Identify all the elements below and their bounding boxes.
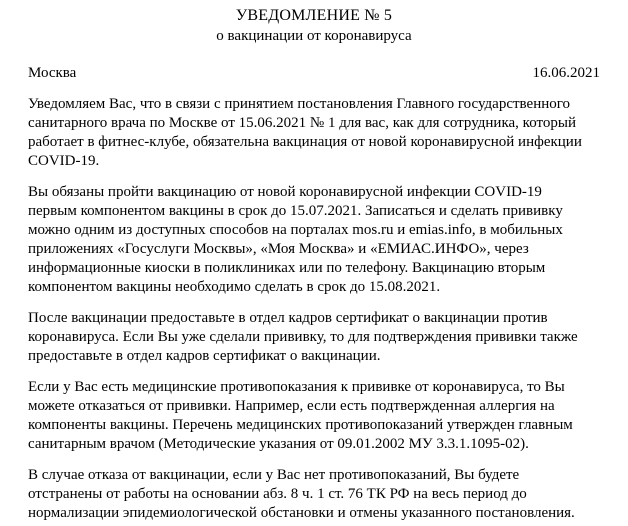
city-date-row [28,63,600,83]
paragraph-line: После вакцинации предоставьте в отдел кадров сертификат о вакцинации против [28,310,548,326]
paragraph-line: отстранены от работы на основании абз. 8 ч. 1 ст. 76 ТК РФ на весь период до [28,486,527,502]
paragraph-4 [28,378,606,454]
document-subtitle: о вакцинации от коронавируса [216,28,412,44]
paragraph-line: компоненты вакцины. Перечень медицинских противопоказаний утвержден главным [28,417,573,433]
paragraph-line: Уведомляем Вас, что в связи с принятием постановления Главного государственного [28,96,571,112]
paragraph-5 [28,466,606,523]
paragraph-line: санитарным врачом (Методические указания от 09.01.2002 МУ 3.3.1.1095-02). [28,436,529,452]
paragraph-line: коронавируса. Если Вы уже сделали прививку, то для подтверждения прививки также [28,329,578,345]
paragraph-3 [28,309,606,366]
paragraph-line: нормализации эпидемиологической обстановки и отмены указанного постановления. [28,505,575,521]
paragraph-1 [28,95,606,171]
paragraph-line: санитарного врача по Москве от 15.06.2021 № 1 для вас, как для сотрудника, который [28,115,576,131]
paragraph-line: COVID-19. [28,153,100,169]
paragraph-line: В случае отказа от вакцинации, если у Вас нет противопоказаний, Вы будете [28,467,520,483]
date-text: 16.06.2021 [532,65,600,81]
paragraph-line: приложениях «Госуслуги Москвы», «Моя Москва» и «ЕМИАС.ИНФО», через [28,241,529,257]
paragraph-line: работает в фитнес-клубе, обязательна вакцинация от новой коронавирусной инфекции [28,134,582,150]
paragraph-line: предоставьте в отдел кадров сертификат о вакцинации. [28,348,381,364]
paragraph-line: Если у Вас есть медицинские противопоказания к прививке от коронавируса, то Вы [28,379,565,395]
paragraph-line: компонентом вакцины необходимо сделать в срок до 15.08.2021. [28,279,441,295]
paragraph-line: информационные киоски в поликлиниках или по телефону. Вакцинацию вторым [28,260,546,276]
paragraph-line: можете отказаться от прививки. Например, если есть подтвержденная аллергия на [28,398,555,414]
paragraph-2 [28,183,606,297]
paragraph-line: первым компонентом вакцины в срок до 15.07.2021. Записаться и сделать прививку [28,203,563,219]
city-text: Москва [28,65,77,81]
paragraph-line: можно одним из доступных способов на порталах mos.ru и emias.info, в мобильных [28,222,563,238]
paragraph-line: Вы обязаны пройти вакцинацию от новой коронавирусной инфекции COVID-19 [28,184,542,200]
document-title: УВЕДОМЛЕНИЕ № 5 [235,7,393,24]
